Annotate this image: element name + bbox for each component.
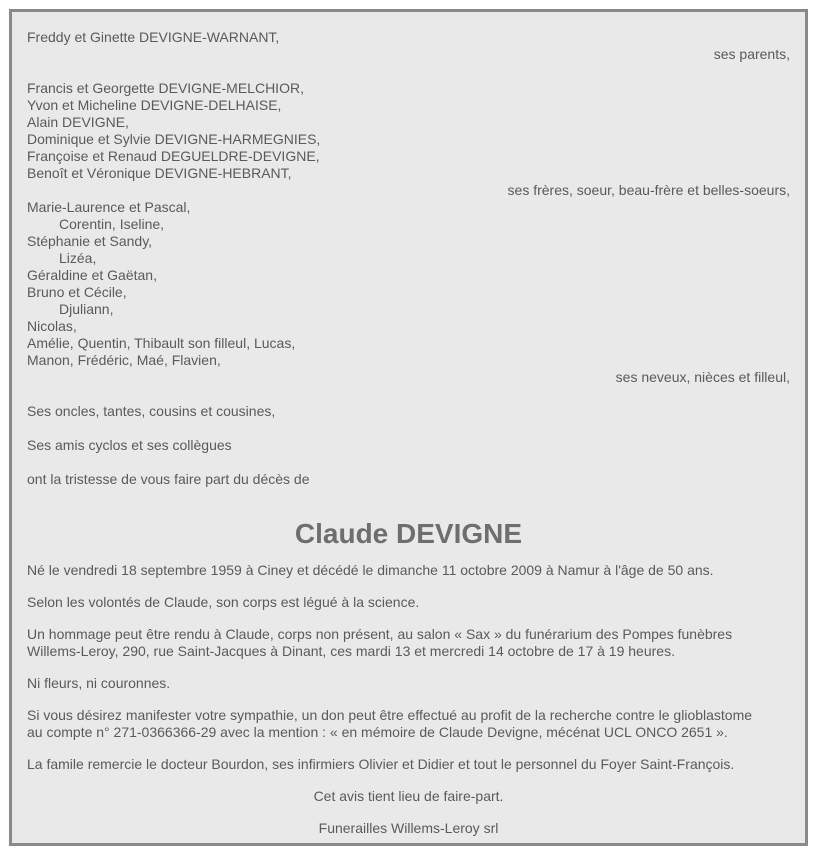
nephew-line: Nicolas, [27, 318, 77, 334]
obituary-frame [9, 9, 808, 846]
flowers-paragraph: Ni fleurs, ni couronnes. [27, 675, 171, 691]
obituary-content [27, 29, 790, 837]
deceased-name: Claude DEVIGNE [294, 518, 523, 549]
sibling-line: Francis et Georgette DEVIGNE-MELCHIOR, [27, 80, 304, 96]
nephew-line: Djuliann, [59, 301, 114, 317]
tribute-paragraph-line: Un hommage peut être rendu à Claude, corps non présent, au salon « Sax » du funérarium des Pompes funèbres [27, 626, 733, 642]
nephews-relation: ses neveux, nièces et filleul, [615, 369, 790, 385]
sibling-line: Françoise et Renaud DEGUELDRE-DEVIGNE, [27, 148, 320, 164]
sibling-line: Yvon et Micheline DEVIGNE-DELHAISE, [27, 97, 282, 113]
birth-death-paragraph: Né le vendredi 18 septembre 1959 à Ciney et décédé le dimanche 11 octobre 2009 à Namur à l'âge de 50 ans. [27, 562, 714, 578]
sibling-line: Benoît et Véronique DEVIGNE-HEBRANT, [27, 165, 292, 181]
thanks-paragraph: La famile remercie le docteur Bourdon, ses infirmiers Olivier et Didier et tout le personnel du Foyer Saint-François. [27, 756, 735, 772]
closing-notice: Cet avis tient lieu de faire-part. [313, 788, 504, 804]
sibling-line: Alain DEVIGNE, [27, 114, 129, 130]
nephew-line: Géraldine et Gaëtan, [27, 267, 157, 283]
friends-line: Ses amis cyclos et ses collègues [27, 437, 232, 453]
nephew-line: Corentin, Iseline, [59, 216, 165, 232]
uncles-line: Ses oncles, tantes, cousins et cousines, [27, 403, 276, 419]
announcement-line: ont la tristesse de vous faire part du décès de [27, 471, 310, 487]
nephew-line: Manon, Frédéric, Maé, Flavien, [27, 352, 221, 368]
nephew-line: Amélie, Quentin, Thibault son filleul, Lucas, [27, 335, 296, 351]
tribute-paragraph-line: Willems-Leroy, 290, rue Saint-Jacques à Dinant, ces mardi 13 et mercredi 14 octobre de 17 à 19 heures. [27, 643, 675, 659]
science-paragraph: Selon les volontés de Claude, son corps est légué à la science. [27, 594, 420, 610]
nephew-line: Lizéa, [59, 250, 97, 266]
donation-paragraph-line: Si vous désirez manifester votre sympathie, un don peut être effectué au profit de la recherche contre le glioblastome [27, 707, 753, 723]
parents-relation: ses parents, [713, 46, 790, 62]
parents-names: Freddy et Ginette DEVIGNE-WARNANT, [27, 29, 280, 45]
nephew-line: Bruno et Cécile, [27, 284, 127, 300]
donation-paragraph-line: au compte n° 271-0366366-29 avec la mention : « en mémoire de Claude Devigne, mécénat UCL ONCO 2651 ». [27, 724, 728, 740]
nephew-line: Stéphanie et Sandy, [27, 233, 153, 249]
siblings-relation: ses frères, soeur, beau-frère et belles-soeurs, [507, 182, 790, 198]
nephew-line: Marie-Laurence et Pascal, [27, 199, 191, 215]
funeral-home-signature: Funerailles Willems-Leroy srl [318, 820, 499, 836]
sibling-line: Dominique et Sylvie DEVIGNE-HARMEGNIES, [27, 131, 321, 147]
